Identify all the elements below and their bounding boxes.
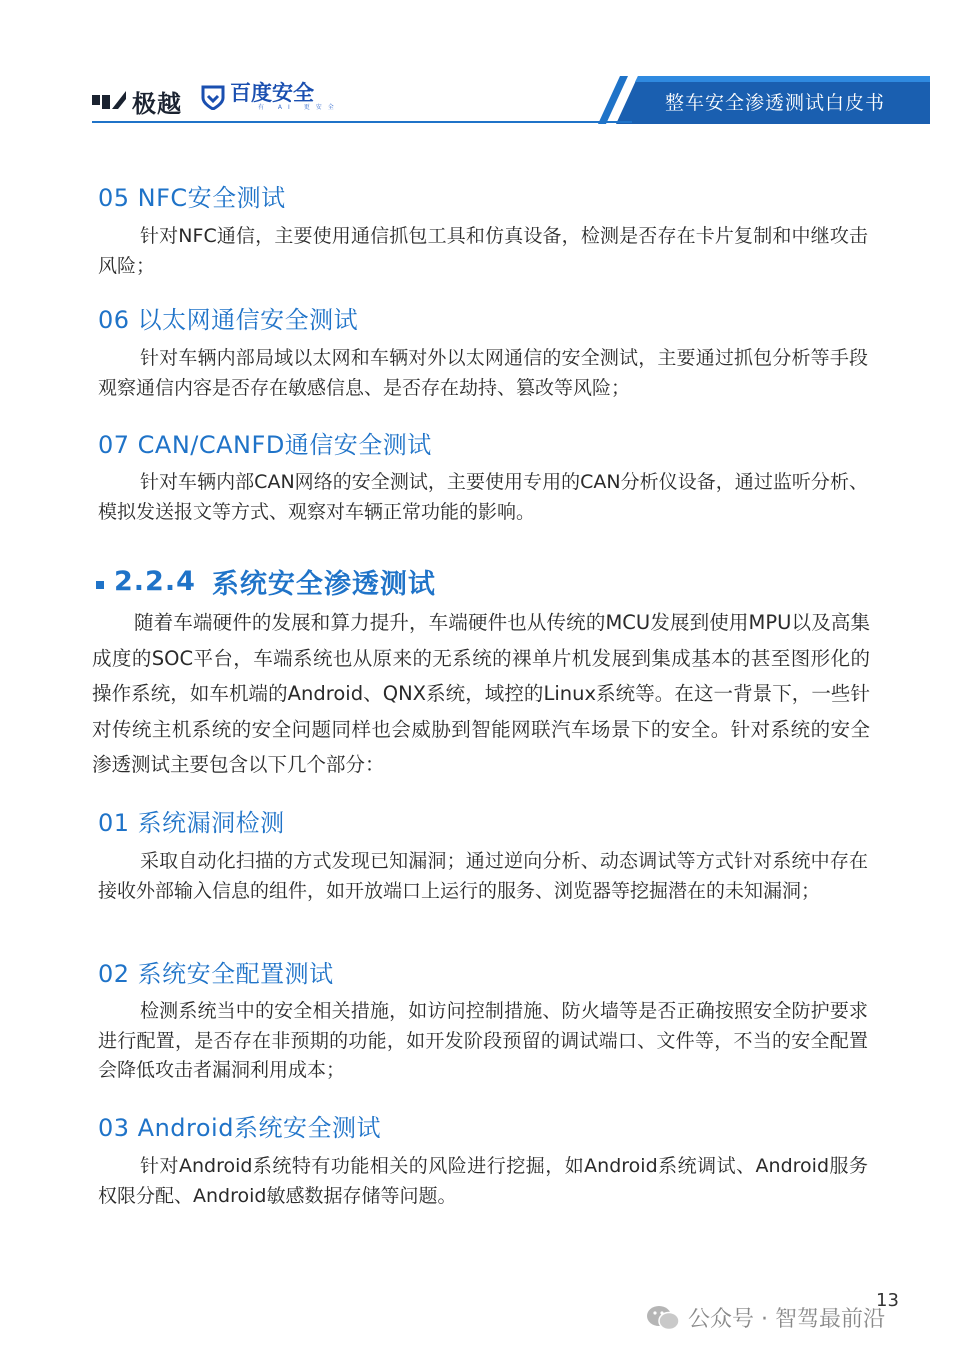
subsection-body-vuln: 采取自动化扫描的方式发现已知漏洞；通过逆向分析、动态调试等方式针对系统中存在接收外部输入信息的组件，如开放端口上运行的服务、浏览器等挖掘潜在的未知漏洞； bbox=[98, 850, 868, 902]
document-title: 整车安全渗透测试白皮书 bbox=[664, 92, 885, 114]
baidu-logo-text: 百度安全 bbox=[230, 81, 314, 105]
shield-icon bbox=[200, 84, 226, 110]
page-header bbox=[0, 0, 960, 130]
baidu-logo-subtext: 有 AI 更安全 bbox=[258, 104, 340, 111]
subsection-body-android: 针对Android系统特有功能相关的风险进行挖掘，如Android系统调试、Android服务权限分配、Android敏感数据存储等问题。 bbox=[98, 1155, 868, 1207]
section-body-can: 针对车辆内部CAN网络的安全测试，主要使用专用的CAN分析仪设备，通过监听分析、模拟发送报文等方式、观察对车辆正常功能的影响。 bbox=[98, 471, 868, 523]
chapter-title: 系统安全渗透测试 bbox=[211, 569, 436, 600]
wechat-icon bbox=[646, 1304, 680, 1332]
jiyue-logo bbox=[92, 84, 182, 119]
section-heading-ethernet: 06 以太网通信安全测试 bbox=[98, 306, 359, 334]
subsection-heading-android: 03 Android系统安全测试 bbox=[98, 1114, 381, 1142]
wechat-watermark bbox=[646, 1302, 885, 1333]
section-heading-can: 07 CAN/CANFD通信安全测试 bbox=[98, 431, 432, 459]
section-body-ethernet: 针对车辆内部局域以太网和车辆对外以太网通信的安全测试，主要通过抓包分析等手段观察通信内容是否存在敏感信息、是否存在劫持、篡改等风险； bbox=[98, 347, 868, 399]
jiyue-logo-icon bbox=[92, 91, 126, 113]
heading-bullet bbox=[96, 581, 104, 589]
subsection-heading-config: 02 系统安全配置测试 bbox=[98, 960, 334, 988]
page-number: 13 bbox=[876, 1290, 899, 1311]
chapter-number: 2.2.4 bbox=[114, 566, 196, 597]
watermark-text: 公众号 · 智驾最前沿 bbox=[688, 1307, 885, 1332]
jiyue-logo-text: 极越 bbox=[132, 90, 182, 118]
baidu-security-logo bbox=[200, 82, 340, 111]
section-heading-nfc: 05 NFC安全测试 bbox=[98, 184, 286, 212]
subsection-body-config: 检测系统当中的安全相关措施，如访问控制措施、防火墙等是否正确按照安全防护要求进行配置，是否存在非预期的功能，如开发阶段预留的调试端口、文件等，不当的安全配置会降低攻击者漏洞利用成本； bbox=[98, 1000, 868, 1081]
subsection-heading-vuln: 01 系统漏洞检测 bbox=[98, 809, 285, 837]
header-divider bbox=[92, 121, 632, 123]
chapter-heading bbox=[96, 562, 436, 601]
section-body-nfc: 针对NFC通信，主要使用通信抓包工具和仿真设备，检测是否存在卡片复制和中继攻击风险； bbox=[98, 225, 868, 277]
chapter-intro: 随着车端硬件的发展和算力提升，车端硬件也从传统的MCU发展到使用MPU以及高集成度的SOC平台，车端系统也从原来的无系统的裸单片机发展到集成基本的甚至图形化的操作系统，如车机端的Android、QNX系统，域控的Linux系统等。在这一背景下，一些针对传统主机系统的安全问题同样也会威胁到智能网联汽车场景下的安全。针对系统的安全渗透测试主要包含以下几个部分： bbox=[92, 611, 870, 776]
